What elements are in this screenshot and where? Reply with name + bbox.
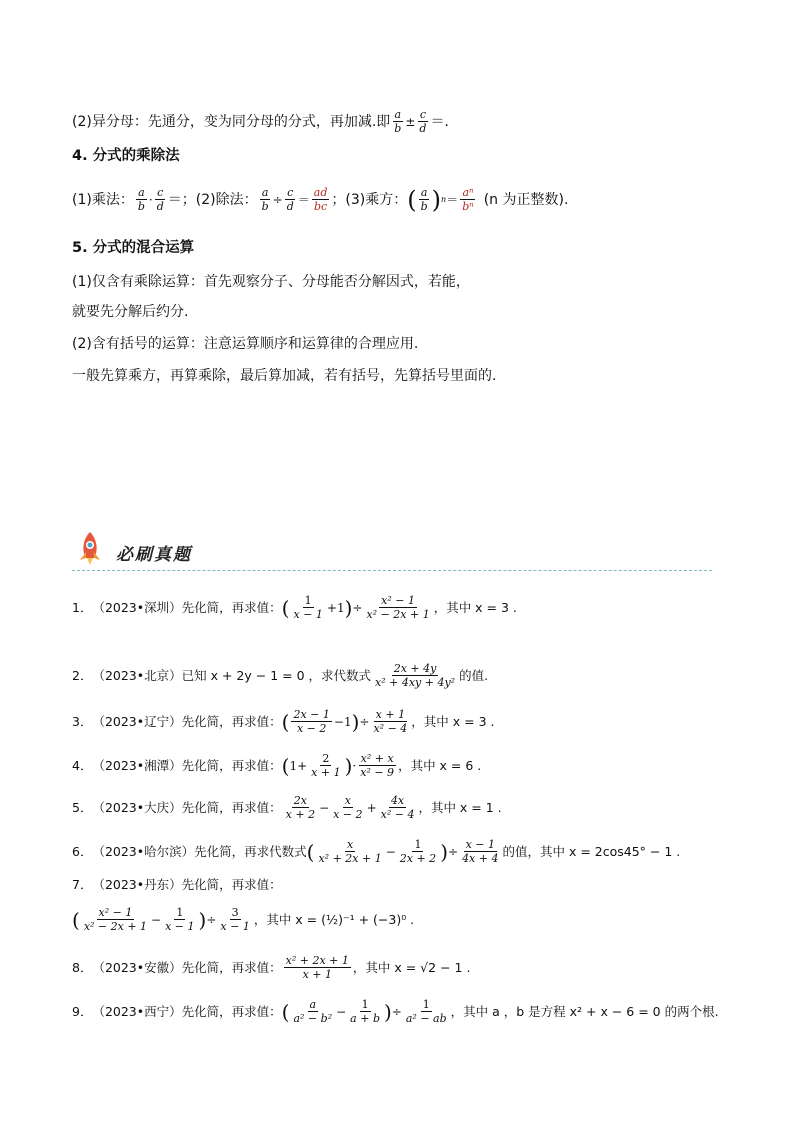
problem-6: 6． （2023•哈尔滨） 先化简，再求代数式 ( $\frac{x}{\text{x² + 2x + 1}}$ − $\frac{1}{2x + 2}$ ) ÷ $\frac{x - 1}{4x + 4}$ 的值，其中 x = 2cos45° − 1 .: [72, 838, 681, 865]
heading-5: 5. 分式的混合运算: [72, 240, 195, 256]
section-title: 必刷真题: [116, 545, 192, 565]
mixed-rule-order: 一般先算乘方，再算乘除，最后算加减，若有括号，先算括号里面的.: [72, 368, 497, 384]
problem-3: 3． （2023•辽宁） 先化简，再求值： ( $\frac{2x - 1}{x - 2}$ −1 ) ÷ $\frac{x + 1}{\text{x² − 4}}$ ，其中 x = 3 .: [72, 708, 495, 735]
problem-1: 1． （2023•深圳） 先化简，再求值： ( $\frac{1}{x - 1}$ +1 ) ÷ $\frac{\text{x² − 1}}{\text{x² − 2x + 1}}$ ，其中 x = 3 .: [72, 594, 517, 621]
problem-5: 5． （2023•大庆） 先化简，再求值： $\frac{2x}{x + 2}$ − $\frac{x}{x - 2}$ + $\frac{4x}{\text{x² − 4}}$ ，其中 x = 1 .: [72, 794, 502, 821]
problem-7: 7． （2023•丹东） 先化简，再求值：: [72, 877, 282, 892]
problem-4: 4． （2023•湘潭） 先化简，再求值： ( 1+ $\frac{2}{x + 1}$ ) · $\frac{\text{x² + x}}{\text{x² − 9}}$ ，其中 x = 6 .: [72, 752, 482, 779]
problem-7-expression: ( $\frac{\text{x² − 1}}{\text{x² − 2x + 1}}$ − $\frac{1}{x - 1}$ ) ÷ $\frac{3}{x - 1}$ ，其中 x = (½)⁻¹ + (−3)⁰ .: [72, 906, 415, 933]
mixed-rule-1: (1)仅含有乘除运算：首先观察分子、分母能否分解因式，若能，: [72, 274, 470, 290]
rocket-icon: [76, 530, 104, 570]
mixed-rule-2: (2)含有括号的运算：注意运算顺序和运算律的合理应用.: [72, 336, 419, 352]
problem-8: 8． （2023•安徽） 先化简，再求值： $\frac{\text{x² + 2x + 1}}{x + 1}$ ，其中 x = √2 − 1 .: [72, 954, 471, 981]
heading-4: 4. 分式的乘除法: [72, 148, 180, 164]
mixed-rule-1-cont: 就要先分解后约分.: [72, 304, 189, 320]
problem-9: 9． （2023•西宁） 先化简，再求值： ( $\frac{a}{\text{a² − b²}}$ − $\frac{1}{a + b}$ ) ÷ $\frac{1}{\text{a² − ab}}$ ，其中 a ，b 是方程 x² + x − 6 = 0 的两个根.: [72, 998, 719, 1025]
section-divider: [72, 570, 712, 571]
rule-unlike-denominators: (2)异分母：先通分，变为同分母的分式，再加减.即 $\frac{a}{b}$ ± $\frac{c}{d}$ ＝.: [72, 108, 449, 135]
fraction-c-over-d: $\frac{c}{d}$: [419, 108, 427, 135]
problem-2: 2． （2023•北京） 已知 x + 2y − 1 = 0 ，求代数式 $\frac{2x + 4y}{\text{x² + 4xy + 4y²}}$ 的值.: [72, 662, 489, 689]
rule-mul-div: (1)乘法： $\frac{a}{b}$ · $\frac{c}{d}$ ＝； (2)除法： $\frac{a}{b}$ ÷ $\frac{c}{d}$ ＝ $\frac{ad}{bc}$ ； (3)乘方： ( $\frac{a}{b}$ ) n ＝ $\frac{\text{aⁿ}}{\text{bⁿ}}$ (n 为正整数).: [72, 185, 569, 214]
fraction-a-over-b: $\frac{a}{b}$: [394, 108, 402, 135]
